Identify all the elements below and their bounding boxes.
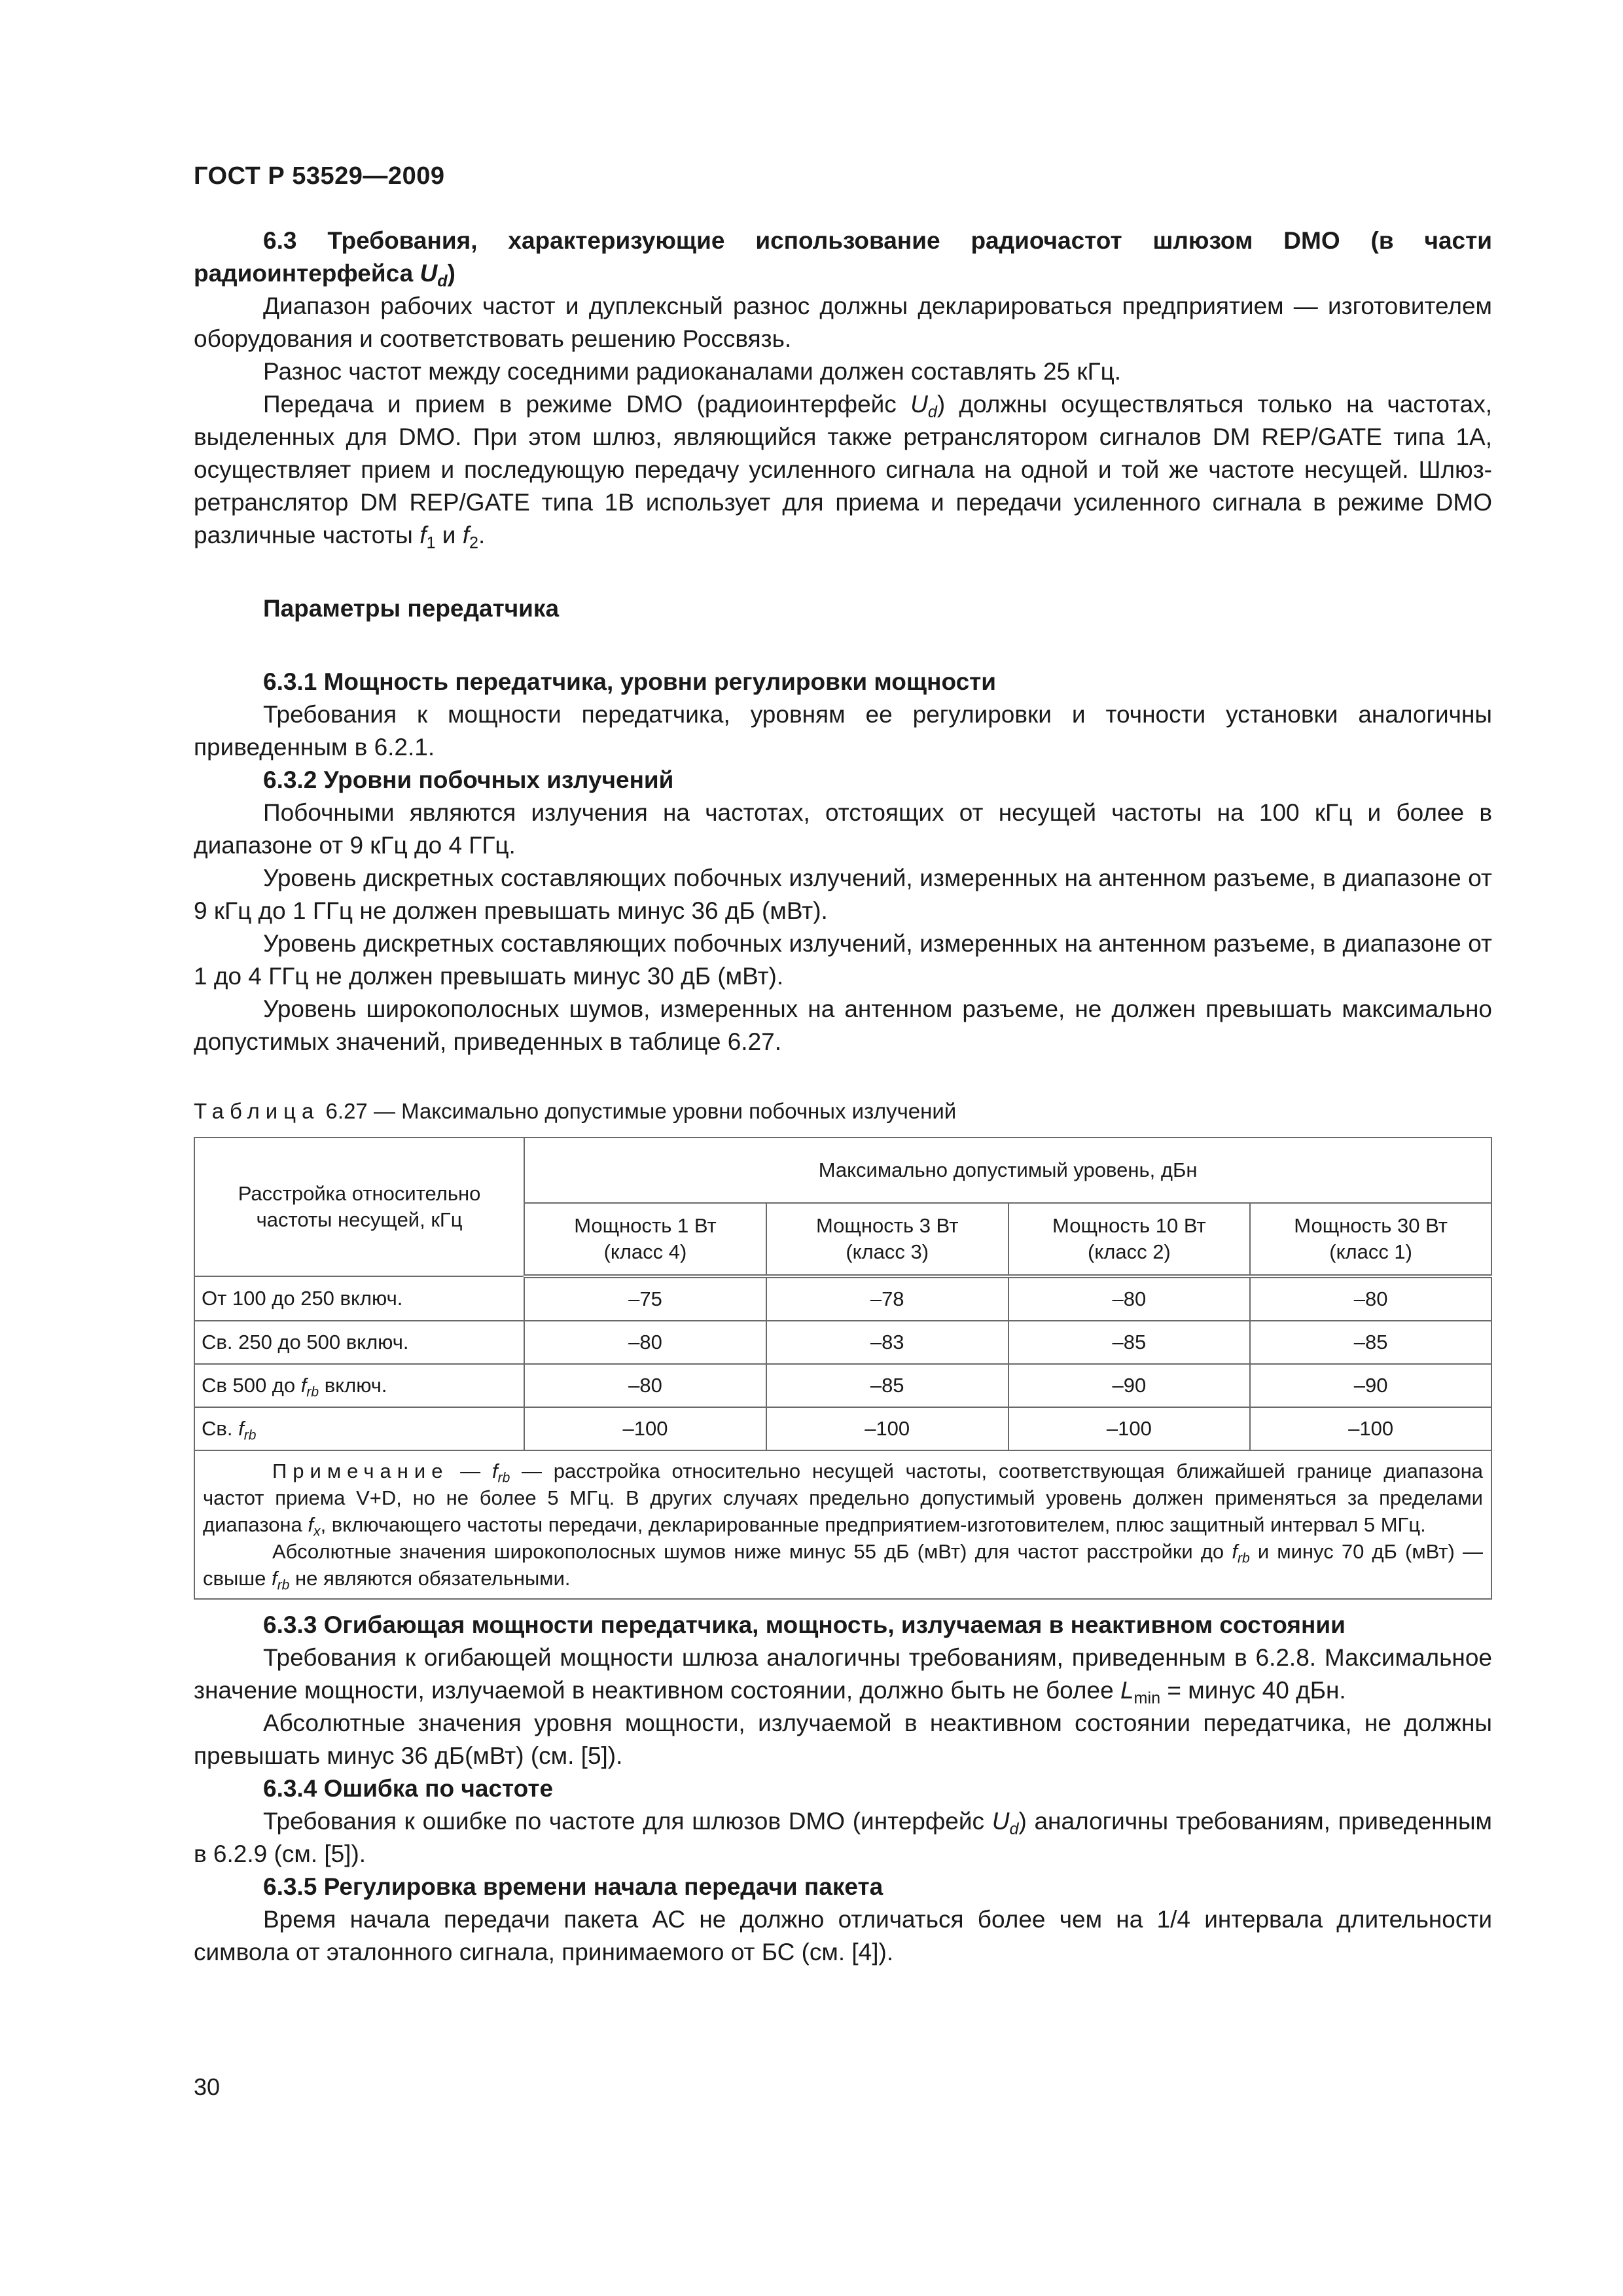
paragraph: Побочными являются излучения на частотах, отстоящих от несущей частоты на 100 кГц и более в диапазоне от 9 кГц до 4 ГГц. <box>194 799 1492 859</box>
paragraph: Требования к мощности передатчика, уровням ее регулировки и точности установки аналогичны приведенным в 6.2.1. <box>194 701 1492 761</box>
spurious-emissions-table <box>194 1137 1492 1600</box>
row-label: Св. $f_{rb}$ <box>194 1407 524 1450</box>
cell-30w: –85 <box>1250 1321 1491 1364</box>
paragraph: Требования к огибающей мощности шлюза аналогичны требованиям, приведенным в 6.2.8. Максимальное значение мощности, излучаемой в неактивном состоянии, должно быть не более $L_{min}$ = минус 40 дБн. <box>194 1644 1492 1708</box>
col-header-10w: Мощность 10 Вт (класс 2) <box>1008 1203 1251 1276</box>
cell-10w: –90 <box>1008 1364 1251 1407</box>
section-6-3-2-heading: 6.3.2 Уровни побочных излучений <box>263 766 674 793</box>
cell-1w: –100 <box>524 1407 766 1450</box>
section-6-3-4-heading: 6.3.4 Ошибка по частоте <box>263 1775 554 1802</box>
cell-30w: –100 <box>1250 1407 1491 1450</box>
paragraph: Уровень дискретных составляющих побочных излучений, измеренных на антенном разъеме, в диапазоне от 1 до 4 ГГц не должен превышать минус 30 дБ (мВт). <box>194 930 1492 990</box>
cell-30w: –90 <box>1250 1364 1491 1407</box>
document-page <box>194 162 1492 1969</box>
cell-30w: –80 <box>1250 1276 1491 1321</box>
row-label: Св. 250 до 500 включ. <box>194 1321 524 1364</box>
cell-10w: –100 <box>1008 1407 1251 1450</box>
table-row <box>194 1321 1491 1364</box>
section-6-3-5-heading: 6.3.5 Регулировка времени начала передачи пакета <box>263 1873 883 1900</box>
col-header-30w: Мощность 30 Вт (класс 1) <box>1250 1203 1491 1276</box>
paragraph: Разнос частот между соседними радиоканалами должен составлять 25 кГц. <box>263 358 1122 385</box>
col-header-max-level: Максимально допустимый уровень, дБн <box>524 1138 1491 1203</box>
cell-10w: –80 <box>1008 1276 1251 1321</box>
paragraph: Время начала передачи пакета АС не должно отличаться более чем на 1/4 интервала длительности символа от эталонного сигнала, принимаемого от БС (см. [4]). <box>194 1906 1492 1965</box>
paragraph: Диапазон рабочих частот и дуплексный разнос должны декларироваться предприятием — изготовителем оборудования и соответствовать решению Россвязь. <box>194 293 1492 352</box>
table-note: Примечание — $f_{rb}$ — расстройка относительно несущей частоты, соответствующая ближайшей границе диапазона частот приема V+D, но не более 5 МГц. В других случаях предельно допустимый уровень должен применяться за пределами диапазона $f_x$, включающего частоты передачи, декларированные предприятием-изготовителем, плюс защитный интервал 5 МГц. Абсолютные значения широкополосных шумов ниже минус 55 дБ (мВт) для частот расстройки до $f_{rb}$ и минус 70 дБ (мВт) — свыше $f_{rb}$ не являются обязательными. <box>194 1450 1491 1599</box>
cell-3w: –78 <box>766 1276 1008 1321</box>
col-header-3w: Мощность 3 Вт (класс 3) <box>766 1203 1008 1276</box>
row-label: Св 500 до $f_{rb}$ включ. <box>194 1364 524 1407</box>
table-row <box>194 1364 1491 1407</box>
cell-3w: –100 <box>766 1407 1008 1450</box>
col-header-1w: Мощность 1 Вт (класс 4) <box>524 1203 766 1276</box>
page-number: 30 <box>194 2073 221 2100</box>
table-caption: Таблица 6.27 — Максимально допустимые уровни побочных излучений <box>194 1099 957 1123</box>
table-row <box>194 1407 1491 1450</box>
paragraph: Абсолютные значения уровня мощности, излучаемой в неактивном состоянии передатчика, не должны превышать минус 36 дБ(мВт) (см. [5]). <box>194 1710 1492 1769</box>
cell-1w: –80 <box>524 1321 766 1364</box>
document-header: ГОСТ Р 53529—2009 <box>194 162 445 190</box>
section-6-3-1-heading: 6.3.1 Мощность передатчика, уровни регулировки мощности <box>263 668 997 695</box>
table-row <box>194 1276 1491 1321</box>
cell-1w: –80 <box>524 1364 766 1407</box>
paragraph: Требования к ошибке по частоте для шлюзов DMO (интерфейс $U_d$) аналогичны требованиям, приведенным в 6.2.9 (см. [5]). <box>194 1808 1492 1867</box>
params-heading: Параметры передатчика <box>263 595 560 622</box>
cell-10w: –85 <box>1008 1321 1251 1364</box>
cell-3w: –85 <box>766 1364 1008 1407</box>
paragraph: Уровень широкополосных шумов, измеренных на антенном разъеме, не должен превышать максимально допустимых значений, приведенных в таблице 6.27. <box>194 996 1492 1055</box>
section-6-3-3-heading: 6.3.3 Огибающая мощности передатчика, мощность, излучаемая в неактивном состоянии <box>263 1611 1346 1638</box>
section-6-3-heading: 6.3 Требования, характеризующие использование радиочастот шлюзом DMO (в части радиоинтерфейса $U_d$) <box>194 227 1492 291</box>
paragraph: Передача и прием в режиме DMO (радиоинтерфейс $U_d$) должны осуществляться только на частотах, выделенных для DMO. При этом шлюз, являющийся также ретранслятором сигналов DM REP/GATE типа 1А, осуществляет прием и последующую передачу усиленного сигнала на одной и той же частоте несущей. Шлюз-ретранслятор DM REP/GATE типа 1В использует для приема и передачи усиленного сигнала в режиме DMO различные частоты $f_1$ и $f_2$. <box>194 391 1492 552</box>
row-label: От 100 до 250 включ. <box>194 1276 524 1321</box>
cell-3w: –83 <box>766 1321 1008 1364</box>
cell-1w: –75 <box>524 1276 766 1321</box>
paragraph: Уровень дискретных составляющих побочных излучений, измеренных на антенном разъеме, в диапазоне от 9 кГц до 1 ГГц не должен превышать минус 36 дБ (мВт). <box>194 865 1492 924</box>
col-header-detuning: Расстройка относительно частоты несущей, кГц <box>194 1138 524 1276</box>
